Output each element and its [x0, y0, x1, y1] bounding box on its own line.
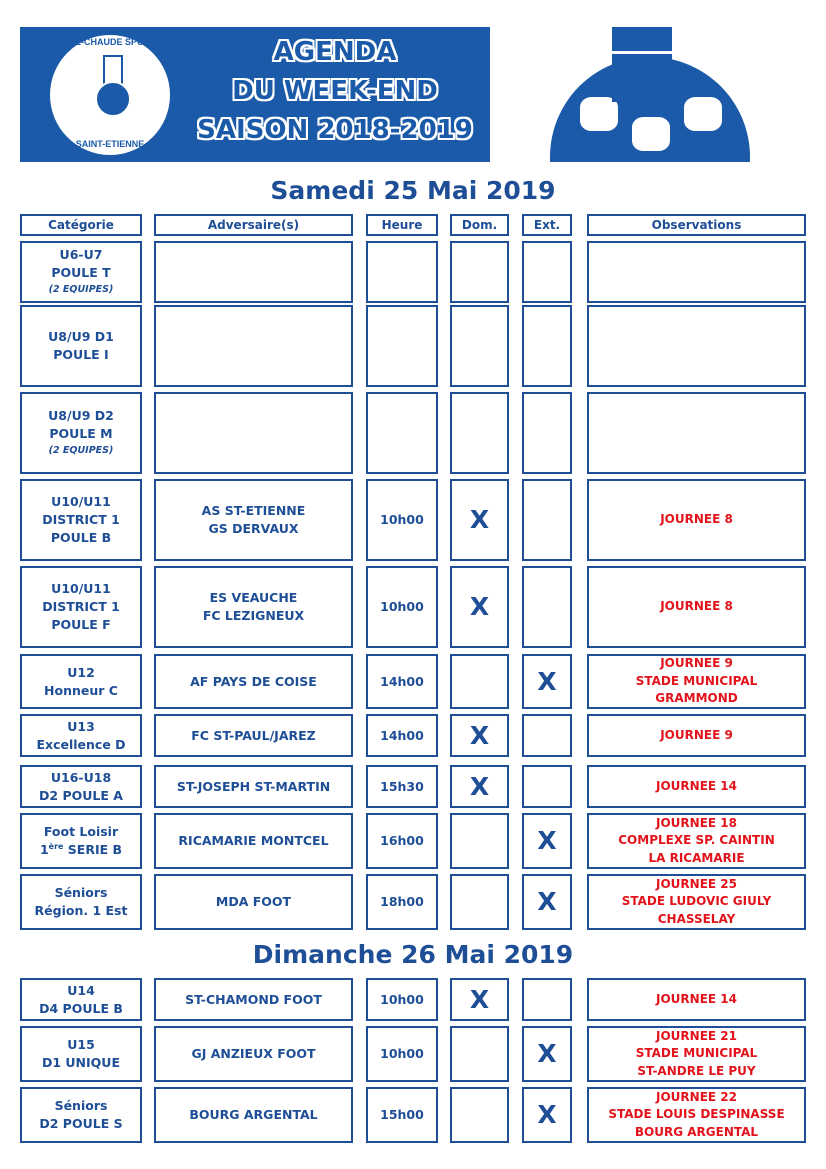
opponent-name: RICAMARIE MONTCEL — [178, 833, 329, 848]
table-cell-dom — [450, 392, 509, 474]
category-line: Région. 1 Est — [34, 903, 128, 918]
category-line: Séniors — [54, 1098, 108, 1113]
match-time: 15h30 — [380, 778, 424, 794]
category-line: U16-U18 — [50, 769, 112, 785]
table-cell-dom — [450, 566, 509, 648]
home-mark: X — [469, 984, 490, 1014]
table-cell-time — [366, 874, 438, 930]
opponent-name: ST-CHAMOND FOOT — [185, 991, 322, 1007]
opponent-name: MDA FOOT — [215, 894, 292, 909]
logo-bottom-text: SAINT-ETIENNE — [75, 139, 145, 149]
observation-line: JOURNEE 8 — [660, 512, 733, 527]
observation-line: BOURG ARGENTAL — [634, 1124, 759, 1139]
match-time: 15h00 — [380, 1107, 424, 1122]
day-title: Dimanche 26 Mai 2019 — [252, 940, 574, 969]
table-cell-ext — [522, 479, 572, 561]
table-cell-time — [366, 479, 438, 561]
table-cell-opponents — [154, 874, 353, 930]
category-line-part: SERIE B — [63, 842, 123, 857]
opponent-name: AF PAYS DE COISE — [190, 673, 317, 689]
category-line: POULE F — [51, 617, 111, 632]
match-time: 10h00 — [380, 1046, 424, 1061]
observation-line: JOURNEE 18 — [656, 815, 737, 830]
table-cell-category — [20, 241, 142, 303]
table-cell-ext — [522, 978, 572, 1021]
table-cell-category — [20, 765, 142, 808]
away-mark: X — [537, 1100, 557, 1129]
opponent-name: ST-JOSEPH ST-MARTIN — [176, 778, 331, 794]
category-line: U8/U9 D1 — [48, 329, 114, 344]
club-logo — [50, 35, 170, 155]
category-line: U14 — [67, 982, 95, 998]
opponent-name: FC ST-PAUL/JAREZ — [191, 727, 316, 743]
home-mark: X — [469, 505, 490, 534]
table-cell-obs — [587, 305, 806, 387]
table-cell-obs — [587, 1087, 806, 1143]
table-cell-opponents — [154, 978, 353, 1021]
table-cell-opponents — [154, 305, 353, 387]
title-line-3: SAISON 2018-2019 — [197, 115, 473, 145]
opponent-name: ES VEAUCHE — [209, 590, 298, 605]
table-cell-time — [366, 1087, 438, 1143]
category-note: (2 EQUIPES) — [48, 445, 114, 456]
category-line: Excellence D — [36, 736, 126, 752]
title-line-2: DU WEEK-END — [232, 76, 438, 106]
page-title — [170, 33, 500, 150]
table-cell-category — [20, 813, 142, 869]
table-cell-ext — [522, 1087, 572, 1143]
table-cell-dom — [450, 305, 509, 387]
away-mark: X — [537, 826, 557, 855]
category-line: POULE T — [51, 265, 111, 280]
table-cell-ext — [522, 392, 572, 474]
category-note: (2 EQUIPES) — [48, 284, 114, 295]
observation-line: CHASSELAY — [657, 911, 736, 926]
match-time: 14h00 — [380, 673, 424, 689]
table-cell-ext — [522, 566, 572, 648]
table-cell-dom — [450, 241, 509, 303]
table-cell-obs — [587, 566, 806, 648]
match-time: 10h00 — [380, 991, 424, 1007]
observation-line: JOURNEE 21 — [656, 1028, 737, 1043]
table-cell-obs — [587, 978, 806, 1021]
table-cell-obs — [587, 765, 806, 808]
table-cell-category — [20, 305, 142, 387]
category-line: U6-U7 — [59, 247, 103, 262]
table-cell-ext — [522, 305, 572, 387]
observation-line: STADE LUDOVIC GIULY — [621, 894, 772, 909]
table-cell-category — [20, 1026, 142, 1082]
observation-line: JOURNEE 8 — [660, 599, 733, 614]
table-cell-dom — [450, 479, 509, 561]
column-header-category: Catégorie — [20, 214, 142, 236]
observation-line: STADE LOUIS DESPINASSE — [608, 1107, 785, 1122]
table-cell-category — [20, 978, 142, 1021]
table-cell-time — [366, 765, 438, 808]
banner-art — [490, 27, 806, 162]
category-line: DISTRICT 1 — [42, 599, 120, 614]
category-line: POULE I — [53, 347, 109, 362]
observation-line: JOURNEE 9 — [660, 656, 733, 671]
table-cell-obs — [587, 654, 806, 709]
category-line: POULE M — [49, 426, 113, 441]
table-cell-category — [20, 566, 142, 648]
table-cell-opponents — [154, 241, 353, 303]
category-line: Séniors — [54, 885, 108, 900]
observation-line: JOURNEE 14 — [656, 778, 737, 793]
column-header-time: Heure — [366, 214, 438, 236]
category-line: U12 — [67, 664, 95, 680]
table-cell-dom — [450, 874, 509, 930]
table-cell-dom — [450, 654, 509, 709]
table-cell-time — [366, 1026, 438, 1082]
category-line-sup: ère — [48, 841, 64, 851]
observation-line: STADE MUNICIPAL — [635, 1046, 758, 1061]
category-line: Honneur C — [44, 682, 118, 698]
table-cell-category — [20, 874, 142, 930]
table-cell-obs — [587, 813, 806, 869]
column-header-ext: Ext. — [522, 214, 572, 236]
table-cell-time — [366, 566, 438, 648]
table-cell-ext — [522, 241, 572, 303]
table-cell-opponents — [154, 1026, 353, 1082]
table-cell-dom — [450, 813, 509, 869]
table-cell-time — [366, 714, 438, 757]
table-cell-dom — [450, 1026, 509, 1082]
category-line-part: 1 — [39, 842, 49, 857]
observation-line: COMPLEXE SP. CAINTIN — [618, 833, 775, 848]
table-cell-obs — [587, 241, 806, 303]
table-cell-category — [20, 714, 142, 757]
match-time: 18h00 — [380, 894, 424, 909]
opponent-name: BOURG ARGENTAL — [189, 1107, 318, 1122]
table-cell-category — [20, 479, 142, 561]
observation-line: STADE MUNICIPAL — [635, 673, 758, 688]
table-cell-obs — [587, 479, 806, 561]
table-cell-dom — [450, 765, 509, 808]
observation-line: JOURNEE 9 — [660, 727, 733, 742]
table-cell-ext — [522, 874, 572, 930]
observation-line: GRAMMOND — [655, 691, 738, 706]
football-icon — [95, 81, 131, 117]
column-header-obs: Observations — [587, 214, 806, 236]
category-line: U10/U11 — [51, 494, 111, 509]
table-cell-ext — [522, 813, 572, 869]
table-cell-opponents — [154, 714, 353, 757]
category-line: U13 — [67, 718, 95, 734]
header-banner — [20, 27, 806, 162]
observation-line: LA RICAMARIE — [648, 850, 745, 865]
home-mark: X — [469, 771, 490, 801]
table-cell-ext — [522, 765, 572, 808]
match-time: 10h00 — [380, 512, 424, 527]
table-cell-opponents — [154, 654, 353, 709]
title-line-1: AGENDA — [273, 37, 397, 67]
table-cell-opponents — [154, 566, 353, 648]
category-line: Foot Loisir — [43, 824, 119, 839]
category-line: D1 UNIQUE — [41, 1055, 120, 1070]
table-cell-opponents — [154, 765, 353, 808]
table-cell-category — [20, 1087, 142, 1143]
table-cell-dom — [450, 1087, 509, 1143]
category-line: U8/U9 D2 — [48, 408, 114, 423]
table-cell-ext — [522, 714, 572, 757]
category-line: U10/U11 — [51, 581, 111, 596]
opponent-name: FC LEZIGNEUX — [202, 608, 305, 623]
day-title: Samedi 25 Mai 2019 — [270, 176, 556, 205]
away-mark: X — [537, 666, 557, 696]
home-mark: X — [469, 592, 490, 621]
category-line: D2 POULE S — [39, 1116, 123, 1131]
column-header-opponents: Adversaire(s) — [154, 214, 353, 236]
table-cell-obs — [587, 392, 806, 474]
observation-line: ST-ANDRE LE PUY — [637, 1063, 756, 1078]
match-time: 10h00 — [380, 599, 424, 614]
category-line — [40, 841, 122, 859]
table-cell-category — [20, 392, 142, 474]
table-cell-ext — [522, 654, 572, 709]
table-cell-obs — [587, 874, 806, 930]
table-cell-dom — [450, 978, 509, 1021]
observation-line: JOURNEE 22 — [656, 1089, 737, 1104]
table-cell-dom — [450, 714, 509, 757]
category-line: POULE B — [50, 530, 112, 545]
table-cell-ext — [522, 1026, 572, 1082]
category-line: D2 POULE A — [39, 787, 123, 803]
table-cell-opponents — [154, 479, 353, 561]
logo-top-text: COTE-CHAUDE SPORTIF — [56, 37, 164, 47]
category-line: U15 — [67, 1037, 95, 1052]
table-cell-category — [20, 654, 142, 709]
observation-line: JOURNEE 14 — [656, 991, 737, 1006]
column-header-dom: Dom. — [450, 214, 509, 236]
table-cell-opponents — [154, 1087, 353, 1143]
table-cell-time — [366, 654, 438, 709]
match-time: 16h00 — [380, 833, 424, 848]
table-cell-obs — [587, 1026, 806, 1082]
table-cell-obs — [587, 714, 806, 757]
match-time: 14h00 — [380, 727, 424, 743]
away-mark: X — [537, 887, 557, 916]
table-cell-opponents — [154, 813, 353, 869]
category-line: D4 POULE B — [39, 1000, 123, 1016]
opponent-name: GJ ANZIEUX FOOT — [191, 1046, 316, 1061]
home-mark: X — [469, 720, 490, 750]
opponent-name: GS DERVAUX — [208, 521, 299, 536]
table-cell-time — [366, 241, 438, 303]
table-cell-time — [366, 392, 438, 474]
table-cell-time — [366, 305, 438, 387]
table-cell-time — [366, 978, 438, 1021]
opponent-name: AS ST-ETIENNE — [201, 503, 306, 518]
category-line: DISTRICT 1 — [42, 512, 120, 527]
away-mark: X — [537, 1039, 557, 1068]
table-cell-time — [366, 813, 438, 869]
table-cell-opponents — [154, 392, 353, 474]
observation-line: JOURNEE 25 — [656, 876, 737, 891]
